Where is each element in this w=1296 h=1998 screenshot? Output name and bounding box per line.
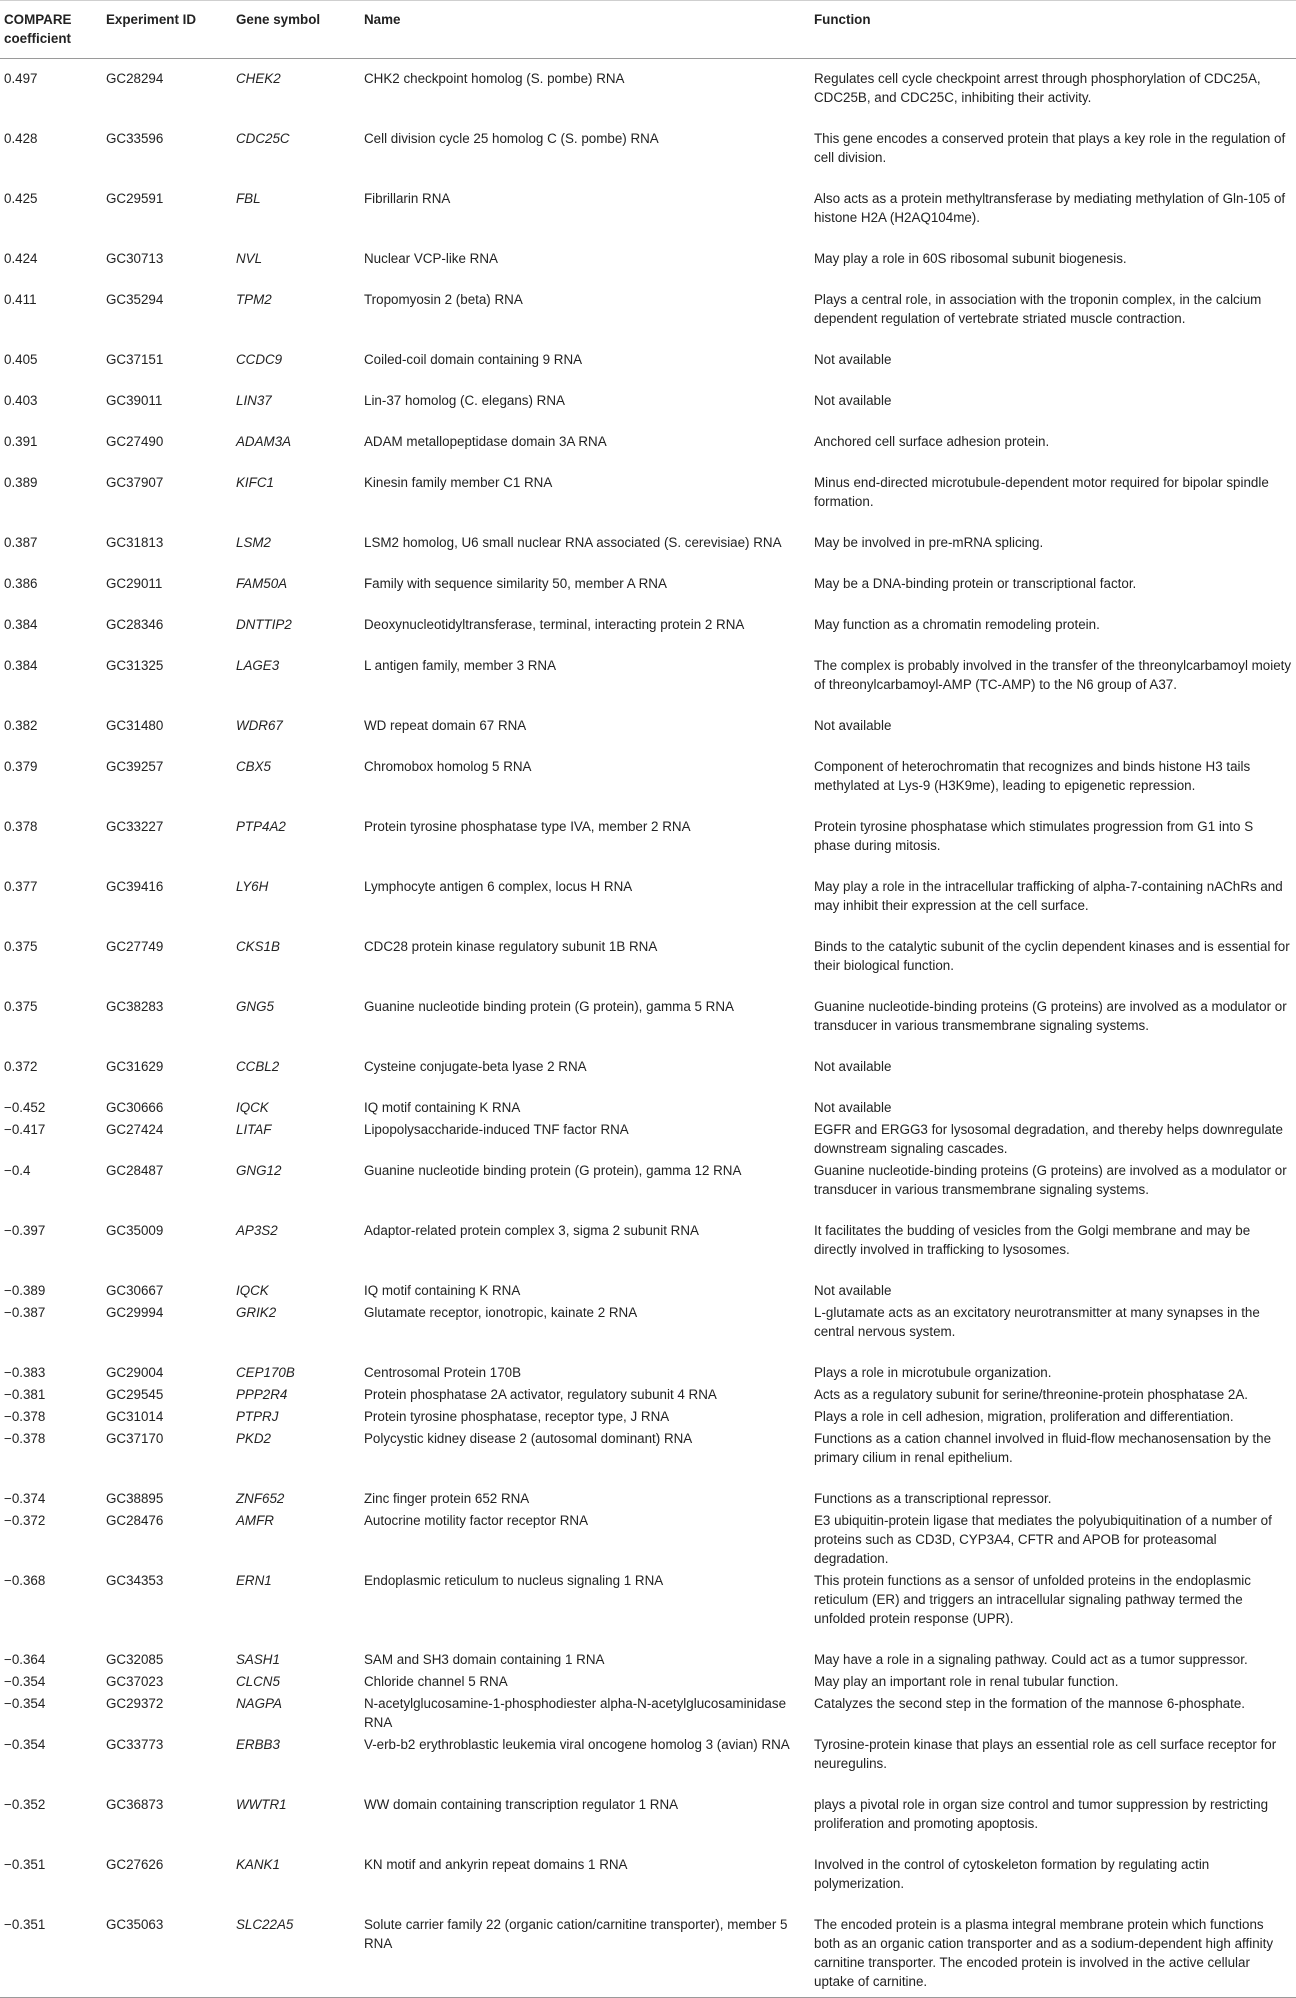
row-experiment-id: GC33227 — [106, 819, 164, 834]
row-name: WW domain containing transcription regulator 1 RNA — [364, 1797, 679, 1812]
row-function: Protein tyrosine phosphatase which stimulates progression from G1 into S phase during mitosis. — [814, 819, 1254, 853]
row-gene-symbol: LIN37 — [236, 393, 272, 408]
row-experiment-id: GC37907 — [106, 475, 164, 490]
row-coefficient: −0.383 — [4, 1365, 46, 1380]
table-row — [0, 59, 1296, 129]
row-coefficient: −0.381 — [4, 1387, 46, 1402]
table-row — [0, 1362, 1296, 1384]
table-row — [0, 128, 1296, 188]
header-coefficient — [0, 1, 102, 59]
table-row — [0, 876, 1296, 936]
row-coefficient: 0.378 — [4, 819, 38, 834]
row-function: May play a role in 60S ribosomal subunit biogenesis. — [814, 251, 1127, 266]
row-experiment-id: GC32085 — [106, 1652, 164, 1667]
row-function: May play a role in the intracellular trafficking of alpha-7-containing nAChRs and may inhibit their expression at the cell surface. — [814, 879, 1283, 913]
table-row — [0, 1671, 1296, 1693]
row-function: Catalyzes the second step in the formation of the mannose 6-phosphate. — [814, 1696, 1245, 1711]
row-coefficient: 0.375 — [4, 939, 38, 954]
table-row — [0, 1570, 1296, 1649]
row-experiment-id: GC29011 — [106, 576, 163, 591]
row-experiment-id: GC38283 — [106, 999, 164, 1014]
table-row — [0, 1056, 1296, 1097]
row-gene-symbol: IQCK — [236, 1283, 269, 1298]
row-function: Guanine nucleotide-binding proteins (G proteins) are involved as a modulator or transducer in various transmembrane signaling systems. — [814, 1163, 1287, 1197]
row-name: Glutamate receptor, ionotropic, kainate 2 RNA — [364, 1305, 638, 1320]
row-gene-symbol: CLCN5 — [236, 1674, 280, 1689]
row-gene-symbol: GNG5 — [236, 999, 274, 1014]
table-row — [0, 1280, 1296, 1302]
row-function: Functions as a transcriptional repressor. — [814, 1491, 1052, 1506]
row-coefficient: 0.379 — [4, 759, 38, 774]
row-name: Solute carrier family 22 (organic cation/carnitine transporter), member 5 RNA — [360, 1914, 810, 1998]
row-gene-symbol: LY6H — [236, 879, 269, 894]
row-experiment-id: GC30666 — [106, 1100, 164, 1115]
row-gene-symbol: WWTR1 — [236, 1797, 287, 1812]
row-function: Also acts as a protein methyltransferase by mediating methylation of Gln-105 of histone H2A (H2AQ104me). — [814, 191, 1286, 225]
row-name: Zinc finger protein 652 RNA — [364, 1491, 530, 1506]
row-name: Endoplasmic reticulum to nucleus signaling 1 RNA — [364, 1573, 664, 1588]
row-experiment-id: GC27424 — [106, 1122, 164, 1137]
row-name: IQ motif containing K RNA — [364, 1100, 521, 1115]
table-row — [0, 996, 1296, 1056]
row-experiment-id: GC30713 — [106, 251, 164, 266]
table-row — [0, 1510, 1296, 1570]
row-coefficient: 0.403 — [4, 393, 38, 408]
row-gene-symbol: PKD2 — [236, 1431, 271, 1446]
row-function: Minus end-directed microtubule-dependent motor required for bipolar spindle formation. — [814, 475, 1269, 509]
row-coefficient: 0.387 — [4, 535, 38, 550]
table-row — [0, 1734, 1296, 1794]
row-gene-symbol: FBL — [236, 191, 261, 206]
table-row — [0, 1406, 1296, 1428]
row-function: Anchored cell surface adhesion protein. — [814, 434, 1050, 449]
row-coefficient: −0.352 — [4, 1797, 46, 1812]
row-function: Binds to the catalytic subunit of the cyclin dependent kinases and is essential for their biological function. — [814, 939, 1290, 973]
table-row — [0, 188, 1296, 248]
table-row — [0, 289, 1296, 349]
row-name: Family with sequence similarity 50, member A RNA — [364, 576, 667, 591]
row-name: Polycystic kidney disease 2 (autosomal dominant) RNA — [364, 1431, 693, 1446]
row-name: ADAM metallopeptidase domain 3A RNA — [364, 434, 607, 449]
table-row — [0, 431, 1296, 472]
table-row — [0, 1794, 1296, 1854]
row-function: It facilitates the budding of vesicles from the Golgi membrane and may be directly involved in trafficking to lysosomes. — [814, 1223, 1251, 1257]
row-coefficient: 0.497 — [4, 71, 38, 86]
row-name: CDC28 protein kinase regulatory subunit 1B RNA — [364, 939, 658, 954]
table-row — [0, 349, 1296, 390]
row-name: Lipopolysaccharide-induced TNF factor RNA — [364, 1122, 629, 1137]
row-gene-symbol: CDC25C — [236, 131, 290, 146]
row-function: Plays a central role, in association with the troponin complex, in the calcium dependent regulation of vertebrate striated muscle contraction. — [814, 292, 1262, 326]
table-row — [0, 614, 1296, 655]
header-name: Name — [360, 1, 810, 59]
row-coefficient: −0.417 — [4, 1122, 46, 1137]
row-name: Lin-37 homolog (C. elegans) RNA — [364, 393, 565, 408]
table-row — [0, 472, 1296, 532]
row-function: May be a DNA-binding protein or transcriptional factor. — [814, 576, 1137, 591]
row-function: May be involved in pre-mRNA splicing. — [814, 535, 1044, 550]
row-experiment-id: GC28476 — [106, 1513, 164, 1528]
row-experiment-id: GC35063 — [102, 1914, 232, 1998]
row-function: The complex is probably involved in the transfer of the threonylcarbamoyl moiety of threonylcarbamoyl-AMP (TC-AMP) to the N6 group of A37. — [814, 658, 1292, 692]
row-name: Chloride channel 5 RNA — [364, 1674, 508, 1689]
table-row — [0, 1160, 1296, 1220]
row-gene-symbol: NAGPA — [236, 1696, 282, 1711]
row-function: Not available — [814, 1059, 892, 1074]
header-gene-symbol: Gene symbol — [232, 1, 360, 59]
row-function: Involved in the control of cytoskeleton formation by regulating actin polymerization. — [814, 1857, 1210, 1891]
row-name: Nuclear VCP-like RNA — [364, 251, 498, 266]
row-coefficient: −0.372 — [4, 1513, 46, 1528]
table-row — [0, 1693, 1296, 1734]
row-function: May function as a chromatin remodeling protein. — [814, 617, 1100, 632]
row-experiment-id: GC29994 — [106, 1305, 164, 1320]
row-gene-symbol: WDR67 — [236, 718, 283, 733]
row-coefficient: 0.384 — [4, 658, 38, 673]
row-name: N-acetylglucosamine-1-phosphodiester alpha-N-acetylglucosaminidase RNA — [364, 1696, 787, 1730]
row-gene-symbol: AP3S2 — [236, 1223, 278, 1238]
row-gene-symbol: CHEK2 — [236, 71, 281, 86]
row-coefficient: 0.382 — [4, 718, 38, 733]
table-row — [0, 1220, 1296, 1280]
row-name: Kinesin family member C1 RNA — [364, 475, 553, 490]
row-coefficient: −0.378 — [4, 1431, 46, 1446]
row-name: WD repeat domain 67 RNA — [364, 718, 527, 733]
row-function: Tyrosine-protein kinase that plays an essential role as cell surface receptor for neuregulins. — [814, 1737, 1277, 1771]
row-experiment-id: GC37151 — [106, 352, 164, 367]
row-experiment-id: GC37170 — [106, 1431, 164, 1446]
table-row — [0, 1119, 1296, 1160]
row-coefficient: −0.389 — [4, 1283, 46, 1298]
table-row — [0, 715, 1296, 756]
row-experiment-id: GC39416 — [106, 879, 164, 894]
row-gene-symbol: ZNF652 — [236, 1491, 285, 1506]
row-experiment-id: GC31813 — [106, 535, 164, 550]
row-experiment-id: GC33596 — [106, 131, 164, 146]
row-coefficient: −0.368 — [4, 1573, 46, 1588]
row-gene-symbol: FAM50A — [236, 576, 288, 591]
row-function: Guanine nucleotide-binding proteins (G proteins) are involved as a modulator or transducer in various transmembrane signaling systems. — [814, 999, 1287, 1033]
header-row — [0, 1, 1296, 59]
row-coefficient: 0.425 — [4, 191, 38, 206]
table-body — [0, 59, 1296, 1998]
row-name: Cysteine conjugate-beta lyase 2 RNA — [364, 1059, 587, 1074]
row-function: EGFR and ERGG3 for lysosomal degradation, and thereby helps downregulate downstream signaling cascades. — [814, 1122, 1283, 1156]
row-experiment-id: GC31014 — [106, 1409, 164, 1424]
row-coefficient: 0.391 — [4, 434, 38, 449]
header-coefficient-line1: COMPARE — [4, 12, 72, 27]
row-experiment-id: GC29372 — [106, 1696, 164, 1711]
row-function: This gene encodes a conserved protein that plays a key role in the regulation of cell division. — [814, 131, 1286, 165]
row-gene-symbol: PTPRJ — [236, 1409, 279, 1424]
row-name: Deoxynucleotidyltransferase, terminal, interacting protein 2 RNA — [364, 617, 745, 632]
row-coefficient: −0.364 — [4, 1652, 46, 1667]
row-experiment-id: GC34353 — [106, 1573, 164, 1588]
row-coefficient: −0.374 — [4, 1491, 46, 1506]
table-row — [0, 756, 1296, 816]
row-name: Protein phosphatase 2A activator, regulatory subunit 4 RNA — [364, 1387, 717, 1402]
row-experiment-id: GC28346 — [106, 617, 164, 632]
row-gene-symbol: DNTTIP2 — [236, 617, 292, 632]
row-function: May play an important role in renal tubular function. — [814, 1674, 1119, 1689]
row-function: Not available — [814, 352, 892, 367]
row-experiment-id: GC29004 — [106, 1365, 164, 1380]
table-row — [0, 1302, 1296, 1362]
table-row — [0, 1488, 1296, 1510]
row-name: Centrosomal Protein 170B — [364, 1365, 522, 1380]
row-coefficient: 0.405 — [4, 352, 38, 367]
row-name: CHK2 checkpoint homolog (S. pombe) RNA — [364, 71, 625, 86]
row-gene-symbol: AMFR — [236, 1513, 274, 1528]
row-name: LSM2 homolog, U6 small nuclear RNA associated (S. cerevisiae) RNA — [364, 535, 782, 550]
row-gene-symbol: ERN1 — [236, 1573, 272, 1588]
row-function: This protein functions as a sensor of unfolded proteins in the endoplasmic reticulum (ER) and triggers an intracellular signaling pathway termed the unfolded protein response (UPR). — [814, 1573, 1251, 1626]
row-function: Not available — [814, 718, 892, 733]
row-coefficient: −0.387 — [4, 1305, 46, 1320]
row-function: Component of heterochromatin that recognizes and binds histone H3 tails methylated at Lys-9 (H3K9me), leading to epigenetic repression. — [814, 759, 1251, 793]
row-function: Functions as a cation channel involved in fluid-flow mechanosensation by the primary cilium in renal epithelium. — [814, 1431, 1272, 1465]
row-gene-symbol: PTP4A2 — [236, 819, 286, 834]
row-coefficient: −0.397 — [4, 1223, 46, 1238]
row-experiment-id: GC37023 — [106, 1674, 164, 1689]
row-name: Fibrillarin RNA — [364, 191, 451, 206]
table-row — [0, 573, 1296, 614]
row-coefficient: −0.354 — [4, 1674, 46, 1689]
header-function: Function — [810, 1, 1296, 59]
row-name: Autocrine motility factor receptor RNA — [364, 1513, 588, 1528]
row-function: Not available — [814, 1283, 892, 1298]
row-name: Coiled-coil domain containing 9 RNA — [364, 352, 583, 367]
row-gene-symbol: SASH1 — [236, 1652, 280, 1667]
row-gene-symbol: NVL — [236, 251, 263, 266]
row-coefficient: −0.378 — [4, 1409, 46, 1424]
row-function: The encoded protein is a plasma integral membrane protein which functions both as an organic cation transporter and as a sodium-dependent high affinity carnitine transporter. The encoded protein is involved in the active cellular uptake of carnitine. — [810, 1914, 1296, 1998]
row-coefficient: −0.4 — [4, 1163, 31, 1178]
row-gene-symbol: LITAF — [236, 1122, 272, 1137]
row-function: plays a pivotal role in organ size control and tumor suppression by restricting proliferation and promoting apoptosis. — [814, 1797, 1269, 1831]
row-name: L antigen family, member 3 RNA — [364, 658, 557, 673]
row-experiment-id: GC39257 — [106, 759, 164, 774]
row-name: Chromobox homolog 5 RNA — [364, 759, 532, 774]
table-row — [0, 1428, 1296, 1488]
row-coefficient: −0.452 — [4, 1100, 46, 1115]
row-gene-symbol: CKS1B — [236, 939, 280, 954]
row-function: Acts as a regulatory subunit for serine/threonine-protein phosphatase 2A. — [814, 1387, 1248, 1402]
row-gene-symbol: LSM2 — [236, 535, 271, 550]
row-function: Plays a role in cell adhesion, migration, proliferation and differentiation. — [814, 1409, 1234, 1424]
row-coefficient: −0.351 — [4, 1857, 46, 1872]
row-coefficient: 0.411 — [4, 292, 37, 307]
row-coefficient: 0.428 — [4, 131, 38, 146]
row-function: May have a role in a signaling pathway. Could act as a tumor suppressor. — [814, 1652, 1248, 1667]
row-name: Tropomyosin 2 (beta) RNA — [364, 292, 523, 307]
row-gene-symbol: SLC22A5 — [232, 1914, 360, 1998]
row-function: E3 ubiquitin-protein ligase that mediates the polyubiquitination of a number of proteins such as CD3D, CYP3A4, CFTR and APOB for proteasomal degradation. — [814, 1513, 1272, 1566]
row-name: Lymphocyte antigen 6 complex, locus H RNA — [364, 879, 633, 894]
row-coefficient: 0.377 — [4, 879, 38, 894]
row-gene-symbol: ADAM3A — [236, 434, 292, 449]
row-experiment-id: GC33773 — [106, 1737, 164, 1752]
row-coefficient: −0.354 — [4, 1696, 46, 1711]
row-name: SAM and SH3 domain containing 1 RNA — [364, 1652, 605, 1667]
row-gene-symbol: CEP170B — [236, 1365, 295, 1380]
row-gene-symbol: GNG12 — [236, 1163, 282, 1178]
row-experiment-id: GC31325 — [106, 658, 164, 673]
row-name: V-erb-b2 erythroblastic leukemia viral oncogene homolog 3 (avian) RNA — [364, 1737, 790, 1752]
row-coefficient: −0.351 — [0, 1914, 102, 1998]
table-row — [0, 936, 1296, 996]
row-coefficient: −0.354 — [4, 1737, 46, 1752]
row-coefficient: 0.389 — [4, 475, 38, 490]
row-name: KN motif and ankyrin repeat domains 1 RNA — [364, 1857, 628, 1872]
row-experiment-id: GC27490 — [106, 434, 164, 449]
row-gene-symbol: KANK1 — [236, 1857, 280, 1872]
row-experiment-id: GC36873 — [106, 1797, 164, 1812]
table-row — [0, 248, 1296, 289]
row-gene-symbol: ERBB3 — [236, 1737, 280, 1752]
row-gene-symbol: CBX5 — [236, 759, 271, 774]
header-experiment-id: Experiment ID — [102, 1, 232, 59]
table-row — [0, 1649, 1296, 1671]
row-name: Guanine nucleotide binding protein (G protein), gamma 5 RNA — [364, 999, 734, 1014]
row-coefficient: 0.384 — [4, 617, 38, 632]
row-gene-symbol: GRIK2 — [236, 1305, 277, 1320]
row-function: Not available — [814, 1100, 892, 1115]
row-function: Not available — [814, 393, 892, 408]
row-experiment-id: GC29591 — [106, 191, 164, 206]
row-experiment-id: GC27626 — [106, 1857, 164, 1872]
row-experiment-id: GC39011 — [106, 393, 163, 408]
row-gene-symbol: LAGE3 — [236, 658, 280, 673]
table-row — [0, 390, 1296, 431]
row-name: Protein tyrosine phosphatase type IVA, member 2 RNA — [364, 819, 691, 834]
row-experiment-id: GC28487 — [106, 1163, 164, 1178]
table-row — [0, 532, 1296, 573]
row-gene-symbol: IQCK — [236, 1100, 269, 1115]
row-gene-symbol: CCBL2 — [236, 1059, 280, 1074]
row-function: L-glutamate acts as an excitatory neurotransmitter at many synapses in the central nervous system. — [814, 1305, 1260, 1339]
row-coefficient: 0.424 — [4, 251, 38, 266]
row-name: IQ motif containing K RNA — [364, 1283, 521, 1298]
row-gene-symbol: PPP2R4 — [236, 1387, 288, 1402]
row-function: Regulates cell cycle checkpoint arrest through phosphorylation of CDC25A, CDC25B, and CDC25C, inhibiting their activity. — [814, 71, 1261, 105]
table-row — [0, 816, 1296, 876]
table-row — [0, 1854, 1296, 1914]
header-coefficient-line2: coefficient — [4, 31, 71, 46]
row-name: Adaptor-related protein complex 3, sigma 2 subunit RNA — [364, 1223, 699, 1238]
row-name: Protein tyrosine phosphatase, receptor type, J RNA — [364, 1409, 670, 1424]
row-experiment-id: GC31629 — [106, 1059, 164, 1074]
row-coefficient: 0.386 — [4, 576, 38, 591]
row-experiment-id: GC38895 — [106, 1491, 164, 1506]
table-row — [0, 1914, 1296, 1998]
row-function: Plays a role in microtubule organization. — [814, 1365, 1052, 1380]
row-experiment-id: GC29545 — [106, 1387, 164, 1402]
row-experiment-id: GC30667 — [106, 1283, 164, 1298]
row-experiment-id: GC31480 — [106, 718, 164, 733]
row-gene-symbol: CCDC9 — [236, 352, 283, 367]
row-coefficient: 0.372 — [4, 1059, 38, 1074]
row-name: Cell division cycle 25 homolog C (S. pombe) RNA — [364, 131, 659, 146]
table-header — [0, 1, 1296, 59]
row-experiment-id: GC28294 — [106, 71, 164, 86]
row-experiment-id: GC35009 — [106, 1223, 164, 1238]
row-name: Guanine nucleotide binding protein (G protein), gamma 12 RNA — [364, 1163, 742, 1178]
row-coefficient: 0.375 — [4, 999, 38, 1014]
row-experiment-id: GC35294 — [106, 292, 164, 307]
table-row — [0, 1097, 1296, 1119]
table-row — [0, 655, 1296, 715]
table-row — [0, 1384, 1296, 1406]
row-experiment-id: GC27749 — [106, 939, 164, 954]
row-gene-symbol: TPM2 — [236, 292, 272, 307]
row-gene-symbol: KIFC1 — [236, 475, 274, 490]
